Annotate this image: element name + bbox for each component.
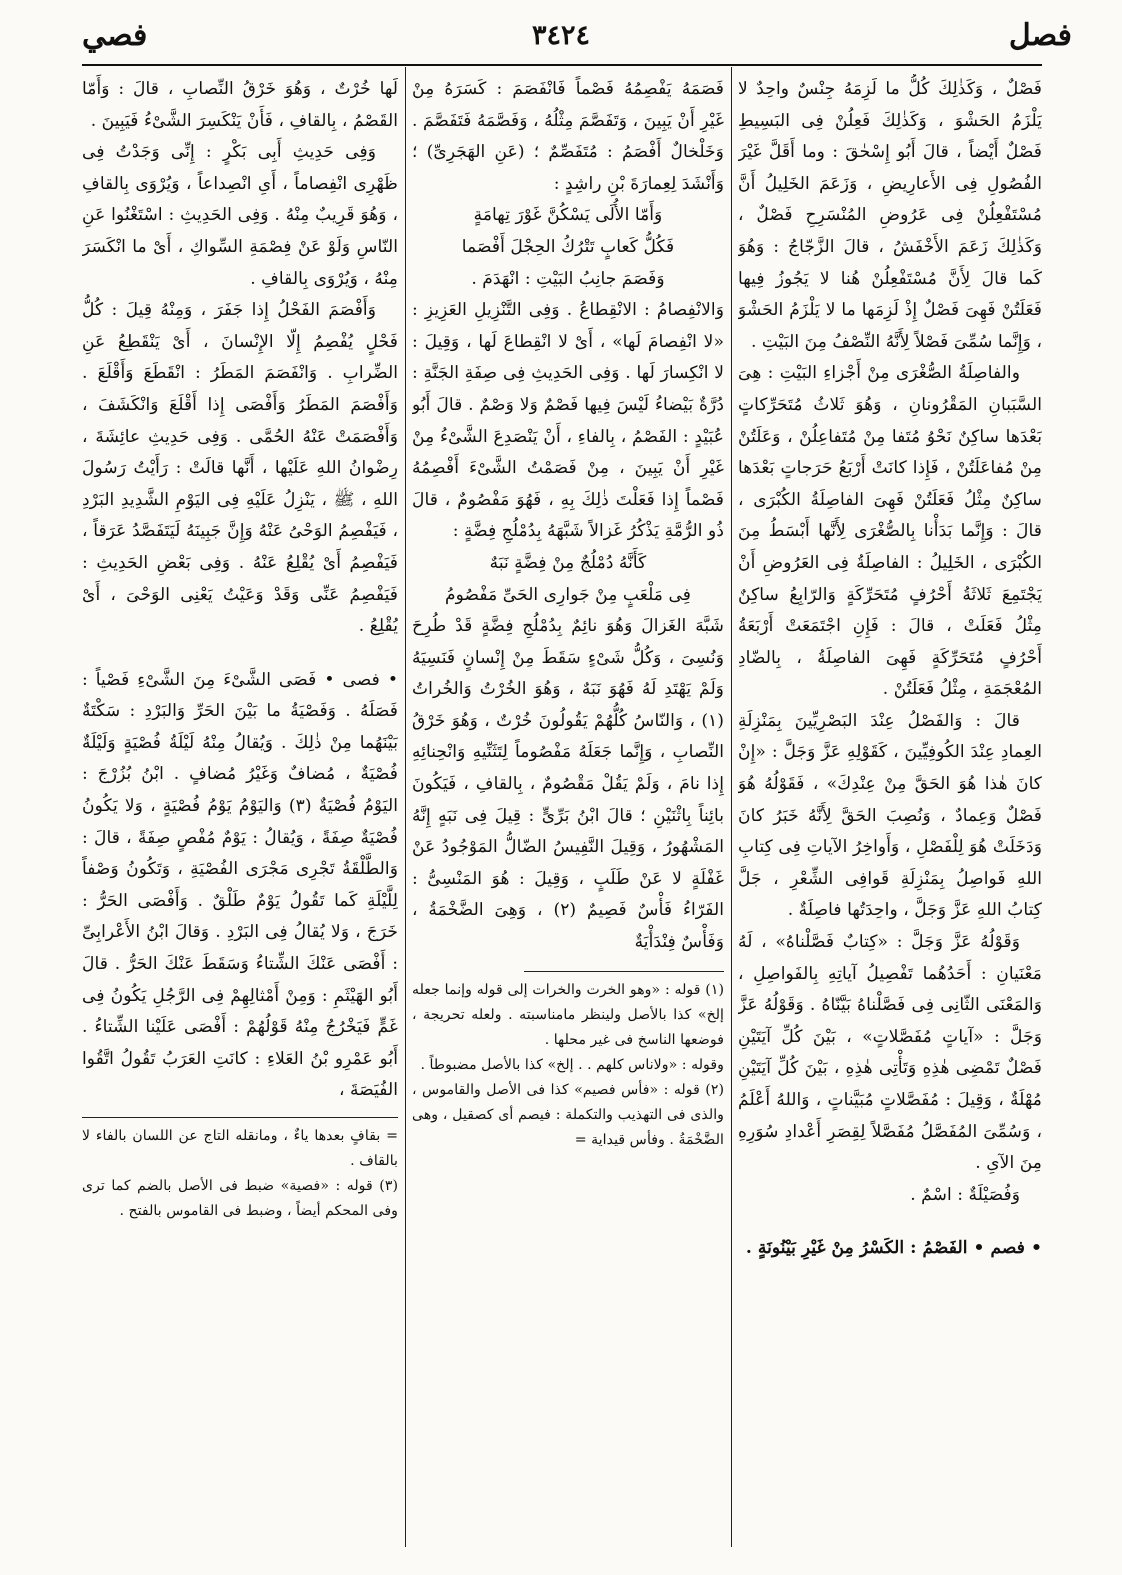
footnote: (١) قوله : «وهو الخرت والخرات إلى قوله وإنما جعله إلخ» كذا بالأصل ولينظر مامناسبته . ولعله تحريجة ، فوضعها الناسخ فى غير محلها . [412,981,724,1048]
verse-line: كَأَنَّهُ دُمْلُجٌ مِنْ فِضَّةٍ نَبَهٌ [489,552,647,573]
entry-heading-fasm: • فصم • الفَصْمُ : الكَسْرُ مِنْ غَيْرِ بَيْنُونَةٍ . [745,1238,1042,1259]
header-right-word: فصل [1008,18,1072,53]
paragraph: قالَ : وَالفَصْلُ عِنْدَ البَصْرِيِّينَ بِمَنْزِلَةِ العِمادِ عِنْدَ الكُوفِيِّينَ ، كَقَوْلِهِ عَزَّ وَجَلَّ : «إِنْ كانَ هٰذا هُوَ الحَقَّ مِنْ عِنْدِكَ» ، فَقَوْلُهُ هُوَ فَصْلٌ وَعِمادٌ ، وَنُصِبَ الحَقَّ لِأَنَّهُ خَبَرُ كانَ وَدَخَلَتْ هُوَ لِلْفَصْلِ ، وَأَواخِرُ الآياتِ فِى كِتابِ اللهِ فَواصِلُ بِمَنْزِلَةِ قَوافِى الشِّعْرِ ، جَلَّ كِتابُ اللهِ عَزَّ وَجَلَّ ، واحِدَتُها فاصِلَةٌ . [738,710,1042,921]
footnote-rule [82,1117,398,1118]
paragraph: وَالانْفِصامُ : الانْقِطاعُ . وَفِى التَّنْزِيلِ العَزِيزِ : «لا انْفِصامَ لَها» ، أَىْ لا انْقِطاعَ لَها ، وَقِيلَ : لا انْكِسارَ لَها . وَفِى الحَدِيثِ فِى صِفَةِ الجَنَّةِ : دُرَّةٌ بَيْضاءُ لَيْسَ فِيها فَصْمٌ وَلا وَصْمٌ . قالَ أَبُو عُبَيْدٍ : الفَصْمُ ، بِالفاءِ ، أَنْ يَنْصَدِعَ الشَّىْءُ مِنْ غَيْرِ أَنْ يَبِينَ ، مِنْ فَصَمْتُ الشَّىْءَ أَفْصِمُهُ فَصْماً إِذا فَعَلْتَ ذٰلِكَ بِهِ ، فَهُوَ مَفْصُومٌ ، قالَ ذُو الرُّمَّةِ يَذْكُرُ غَزالاً شَبَّهَهُ بِدُمْلُجِ فِضَّةٍ : [412,300,724,542]
footnote: (٢) قوله : «فأس فصيم» كذا فى الأصل والقاموس ، والذى فى التهذيب والتكملة : فيصم أى كصقيل ، وهى الضَّخْمَةُ . وفأس قيداية = [412,1081,724,1148]
paragraph: وَفُصَيْلَةٌ : اسْمٌ . [910,1184,1020,1205]
paragraph: فَصْلٌ ، وَكَذٰلِكَ كُلُّ ما لَزِمَهُ جِنْسٌ واحِدٌ لا يَلْزَمُ الحَشْوَ ، وَكَذٰلِكَ فَعِلُنْ فِى البَسِيطِ فَصْلٌ أَيْضاً ، قالَ أَبُو إِسْحٰقَ : وما أَقَلَّ غَيْرَ الفُصُولِ فِى الأَعارِيضِ ، وَزَعَمَ الخَلِيلُ أَنَّ مُسْتَفْعِلُنْ فِى عَرُوضِ المُنْسَرِحِ فَصْلٌ ، وَكَذٰلِكَ زَعَمَ الأَخْفَشُ ، قالَ الزَّجّاجُ : وَهُوَ كَما قالَ لِأَنَّ مُسْتَفْعِلُنْ هُنا لا يَجُوزُ فِيها فَعَلَتُنْ فَهِىَ فَصْلٌ إِذْ لَزِمَها ما لا يَلْزَمُ الحَشْوَ ، وَإِنَّما سُمِّىَ فَصْلاً لِأَنَّهُ النِّصْفُ مِنَ البَيْتِ . [738,79,1042,352]
paragraph: وَأَفْصَمَ الفَحْلُ إِذا جَفَرَ ، وَمِنْهُ قِيلَ : كُلُّ فَحْلٍ يُفْصِمُ إِلّا الإِنْسانَ ، أَىْ يَنْقَطِعُ عَنِ الضِّرابِ . وَانْفَصَمَ المَطَرُ : انْقَطَعَ وَأَقْلَعَ . وَأَفْصَمَ المَطَرُ وَأَفْصَى إِذا أَقْلَعَ وَانْكَشَفَ ، وَأَفْصَمَتْ عَنْهُ الحُمَّى . وَفِى حَدِيثِ عائِشَةَ ، رِضْوانُ اللهِ عَلَيْها ، أَنَّها قالَتْ : رَأَيْتُ رَسُولَ اللهِ ، ﷺ ، يَنْزِلُ عَلَيْهِ فِى اليَوْمِ الشَّدِيدِ البَرْدِ ، فَيَفْصِمُ الوَحْىُ عَنْهُ وَإِنَّ جَبِينَهُ لَيَتَفَصَّدُ عَرَقاً ، فَيَفْصِمُ أَىْ يُقْلِعُ عَنْهُ . وَفِى بَعْضِ الحَدِيثِ : فَيَفْصِمُ عَنِّى وَقَدْ وَعَيْتُ يَعْنِى الوَحْىَ ، أَىْ يُقْلِعُ . [82,300,398,637]
column-divider-right [731,67,732,1547]
verse-line: وَأَمّا الأُلَى يَسْكُنَّ غَوْرَ تِهامَةٍ [473,205,663,226]
paragraph: لَها خُرْتٌ ، وَهُوَ خَرْقُ النِّصابِ ، قالَ : وَأَمّا القَصْمُ ، بِالقافِ ، فَأَنْ يَنْكَسِرَ الشَّىْءُ فَيَبِينَ . [82,79,398,131]
footnote: وقوله : «ولاناس كلهم . . إلخ» كذا بالأصل مضبوطاً . [420,1056,724,1073]
entry-fasa: • فصى • فَصَى الشَّىْءَ مِنَ الشَّىْءِ فَصْياً : فَصَلَهُ . وَفَصْيَةُ ما بَيْنَ الحَرِّ وَالبَرْدِ : سَكْتَةٌ بَيْنَهُما مِنْ ذٰلِكَ . وَيُقالُ مِنْهُ لَيْلَةُ فُصْيَةٍ وَلَيْلَةٌ فُصْيَةٌ ، مُضافٌ وَغَيْرُ مُضافٍ . ابْنُ بُزُرْجَ : اليَوْمُ فُصْيَةٌ (٣) وَاليَوْمُ يَوْمُ فُصْيَةٍ ، وَلا يَكُونُ فُصْيَةٌ صِفَةً ، وَيُقالُ : يَوْمٌ مُفْصٍ صِفَةً ، قالَ : وَالطَّلْقَةُ تَجْرِى مَجْرَى الفُصْيَةِ ، وَتَكُونُ وَصْفاً لِلَّيْلَةِ كَما تَقُولُ يَوْمٌ طَلْقٌ . وَأَفْصَى الحَرُّ : خَرَجَ ، وَلا يُقالُ فِى البَرْدِ . وَقالَ ابْنُ الأَعْرابِىِّ : أَفْصَى عَنْكَ الشِّتاءُ وَسَقَطَ عَنْكَ الحَرُّ . قالَ أَبُو الهَيْثَمِ : وَمِنْ أَمْثالِهِمْ فِى الرَّجُلِ يَكُونُ فِى غَمٍّ فَيَخْرُجُ مِنْهُ قَوْلُهُمْ : أَفْصَى عَلَيْنا الشِّتاءُ . أَبُو عَمْرِو بْنُ العَلاءِ : كانَتِ العَرَبُ تَقُولُ اتَّقُوا الفُيَصَةَ ، [82,669,398,1101]
verse-line: فِى مَلْعَبٍ مِنْ جَوارِى الحَىِّ مَفْصُومُ [444,584,691,605]
spacer [738,1211,1042,1233]
verse-line: فَكُلُّ كَعابٍ تَتْرُكُ الحِجْلَ أَفْصَما [461,236,675,257]
header-left-word: فصي [82,18,148,53]
paragraph: وَفِى حَدِيثِ أَبِى بَكْرٍ : إِنِّى وَجَدْتُ فِى ظَهْرِى انْفِصاماً ، أَىِ انْصِداعاً ، وَيُرْوَى بِالقافِ ، وَهُوَ قَرِيبٌ مِنْهُ . وَفِى الحَدِيثِ : اسْتَغْنُوا عَنِ النّاسِ وَلَوْ عَنْ فِصْمَةِ السِّواكِ ، أَىْ ما انْكَسَرَ مِنْهُ ، وَيُرْوَى بِالقافِ . [82,142,398,289]
footnote-rule [524,971,724,972]
column-left [82,74,398,1554]
paragraph: فَصَمَهُ يَفْصِمُهُ فَصْماً فَانْفَصَمَ : كَسَرَهُ مِنْ غَيْرِ أَنْ يَبِينَ ، وَتَفَصَّمَ مِثْلُهُ ، وَفَصَّمَهُ فَتَفَصَّمَ . وَخَلْخالٌ أَفْصَمُ : مُتَفَصِّمٌ ؛ (عَنِ الهَجَرِىِّ) ؛ وَأَنْشَدَ لِعِمارَةَ بْنِ راشِدٍ : [412,79,724,194]
footnote: = بقافٍ بعدها ياءٌ ، ومانقله التاج عن اللسان بالفاء لا بالقاف . [82,1128,398,1169]
column-right [738,74,1042,1554]
paragraph: وَقَوْلُهُ عَزَّ وَجَلَّ : «كِتابٌ فَصَّلْناهُ» ، لَهُ مَعْنَيانِ : أَحَدُهُما تَفْصِيلُ آياتِهِ بِالفَواصِلِ ، وَالمَعْنَى الثّانِى فِى فَصَّلْناهُ بَيَّنّاهُ . وَقَوْلُهُ عَزَّ وَجَلَّ : «آياتٍ مُفَصَّلاتٍ» ، بَيْنَ كُلِّ آيَتَيْنِ فَصْلٌ تَمْضِى هٰذِهِ وَتَأْتِى هٰذِهِ ، بَيْنَ كُلِّ آيَتَيْنِ مُهْلَةٌ ، وَقِيلَ : مُفَصَّلاتٍ مُبَيَّناتٍ ، وَاللهُ أَعْلَمُ ، وَسُمِّىَ المُفَصَّلُ مُفَصَّلاً لِقِصَرِ أَعْدادِ سُوَرِهِ مِنَ الآىِ . [738,932,1042,1174]
paragraph: والفاصِلَةُ الصُّغْرَى مِنْ أَجْزاءِ البَيْتِ : هِىَ السَّبَبانِ المَقْرُونانِ ، وَهُوَ ثَلاثُ مُتَحَرِّكاتٍ بَعْدَها ساكِنٌ نَحْوُ مُتَفا مِنْ مُتَفاعِلُنْ ، وَعَلَتُنْ مِنْ مُفاعَلَتُنْ ، فَإِذا كانَتْ أَرْبَعُ حَرَجاتٍ بَعْدَها ساكِنٌ مِثْلُ فَعَلَتُنْ فَهِىَ الفاصِلَةُ الكُبْرَى ، قالَ : وَإِنَّما بَدَأْنا بِالصُّغْرَى لِأَنَّها أَبْسَطُ مِنَ الكُبْرَى ، الخَلِيلُ : الفاصِلَةُ فِى العَرُوضِ أَنْ يَجْتَمِعَ ثَلاثَةُ أَحْرُفٍ مُتَحَرِّكَةٍ وَالرّابِعُ ساكِنٌ مِثْلُ فَعَلَتْ ، قالَ : فَإِنِ اجْتَمَعَتْ أَرْبَعَةُ أَحْرُفٍ مُتَحَرِّكَةٍ فَهِىَ الفاصِلَةُ ، بِالضّادِ المُعْجَمَةِ ، مِثْلُ فَعَلَتُنْ . [738,363,1042,700]
verse-line: وَفَصَمَ جانِبُ البَيْتِ : انْهَدَمَ . [471,268,665,289]
paragraph: شَبَّهَ الغَزالَ وَهُوَ نائِمٌ بِدُمْلُجِ فِضَّةٍ قَدْ طُرِحَ وَنُسِىَ ، وَكُلُّ شَىْءٍ سَقَطَ مِنْ إِنْسانٍ فَنَسِيَهُ وَلَمْ يَهْتَدِ لَهُ فَهُوَ نَبَهٌ ، وَهُوَ الخُرْتُ وَالخُراتُ (١) ، وَالنّاسُ كُلُّهُمْ يَقُولُونَ خُرْتٌ ، وَهُوَ خَرْقُ النِّصابِ ، وَإِنَّما جَعَلَهُ مَفْصُوماً لِتَثَنِّيهِ وَانْحِنائِهِ إِذا نامَ ، وَلَمْ يَقُلْ مَقْصُومٌ ، بِالقافِ ، فَيَكُونَ بائِناً بِاثْنَيْنِ ؛ قالَ ابْنُ بَرِّىٍّ : قِيلَ فِى نَبَهٍ إِنَّهُ المَشْهُورُ ، وَقِيلَ النَّفِيسُ الضّالُّ المَوْجُودُ عَنْ غَفْلَةٍ لا عَنْ طَلَبٍ ، وَقِيلَ : هُوَ المَنْسِىُّ : الفَرّاءُ فَأْسٌ فَصِيمٌ (٢) ، وَهِىَ الضَّخْمَةُ ، وَفَأْسٌ فِنْدَأْيَةٌ [412,616,724,953]
column-divider-left [405,67,406,1547]
page-header [0,0,1122,70]
spacer [82,643,398,665]
footnote: (٣) قوله : «فصية» ضبط فى الأصل بالضم كما ترى وفى المحكم أيضاً ، وضبط فى القاموس بالفتح . [82,1178,398,1219]
header-rule [82,64,1042,66]
page-number: ٣٤٢٤ [531,20,590,51]
column-middle [412,74,724,1554]
